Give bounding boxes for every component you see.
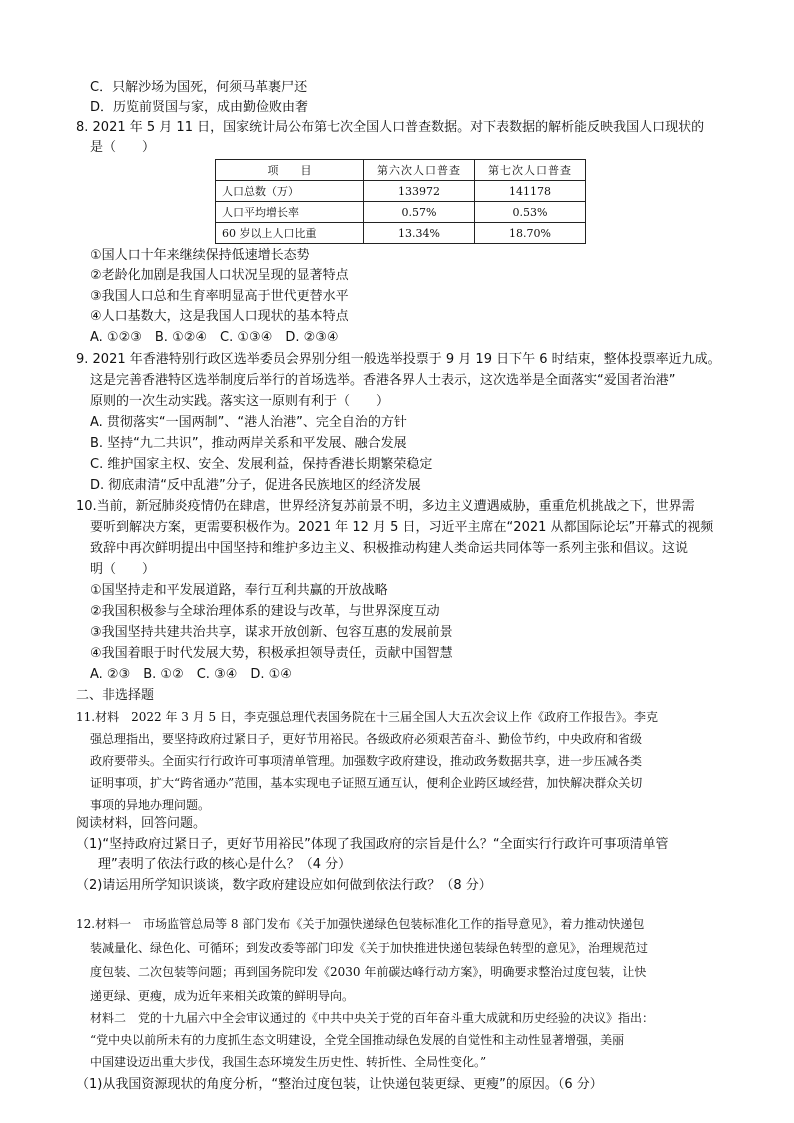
q11-question-2: （2)请运用所学知识谈谈，数字政府建设应如何做到依法行政？（8 分） (76, 878, 492, 893)
table-cell: 18.70% (475, 223, 586, 244)
q9-option-a: A. 贯彻落实“一国两制”、“港人治港”、完全自治的方针 (90, 415, 407, 430)
q11-material-line5: 事项的异地办理问题。 (90, 798, 211, 812)
q7-option-c: C．只解沙场为国死，何须马革裹尸还 (90, 80, 308, 95)
q11-material-line2: 强总理指出，要坚持政府过紧日子，更好节用裕民。各级政府必须艰苦奋斗、勤俭节约，中央政府和省级 (90, 732, 643, 746)
q8-stem-line1: 8. 2021 年 5 月 11 日，国家统计局公布第七次全国人口普查数据。对下表数据的解析能反映我国人口现状的 (76, 120, 705, 135)
q8-statement-1: ①国人口十年来继续保持低速增长态势 (90, 248, 310, 263)
q9-stem-line2: 这是完善香港特区选举制度后举行的首场选举。香港各界人士表示，这次选举是全面落实“爱国者治港” (90, 373, 676, 388)
q12-material2-line3: 中国建设迈出重大步伐，我国生态环境发生历史性、转折性、全局性变化。” (90, 1055, 487, 1069)
q10-options: A. ②③ B. ①② C. ③④ D. ①④ (90, 667, 292, 682)
q12-material1-line2: 装减量化、绿色化、可循环；到发改委等部门印发《关于加快推进快递包装绿色转型的意见》，治理规范过 (90, 941, 649, 955)
table-row (216, 181, 586, 202)
q12-material1-line3: 度包装、二次包装等问题；再到国务院印发《2030 年前碳达峰行动方案》，明确要求整治过度包装，让快 (90, 965, 647, 979)
table-cell: 60 岁以上人口比重 (216, 223, 364, 244)
table-cell: 141178 (475, 181, 586, 202)
table-header-row (216, 160, 586, 181)
q10-stem-line3: 致辞中再次鲜明提出中国坚持和维护多边主义、积极推动构建人类命运共同体等一系列主张和倡议。这说 (90, 541, 689, 556)
table-row (216, 223, 586, 244)
q10-statement-4: ④我国着眼于时代发展大势，积极承担领导责任，贡献中国智慧 (90, 646, 453, 661)
table-header-sixth: 第六次人口普查 (364, 160, 475, 181)
q10-stem-line4: 明（ ） (90, 562, 156, 577)
q12-material2-line2: “党中央以前所未有的力度抓生态文明建设，全党全国推动绿色发展的自觉性和主动性显著增强，美丽 (90, 1033, 625, 1047)
census-table (215, 159, 586, 244)
q9-option-b: B. 坚持“九二共识”，推动两岸关系和平发展、融合发展 (90, 436, 407, 451)
q9-option-c: C. 维护国家主权、安全、发展利益，保持香港长期繁荣稳定 (90, 457, 433, 472)
q11-material-line1: 11.材料 2022 年 3 月 5 日，李克强总理代表国务院在十三届全国人大五次会议上作《政府工作报告》。李克 (76, 710, 658, 724)
q10-statement-3: ③我国坚持共建共治共享，谋求开放创新、包容互惠的发展前景 (90, 625, 453, 640)
q8-statement-2: ②老龄化加剧是我国人口状况呈现的显著特点 (90, 268, 349, 283)
q12-material1-line1: 12.材料一 市场监管总局等 8 部门发布《关于加强快递绿色包装标准化工作的指导意见》，着力推动快递包 (76, 917, 645, 931)
q9-stem-line3: 原则的一次生动实践。落实这一原则有利于（ ） (90, 394, 390, 409)
q12-material1-line4: 递更绿、更瘦，成为近年来相关政策的鲜明导向。 (90, 989, 355, 1003)
table-cell: 133972 (364, 181, 475, 202)
q10-stem-line1: 10.当前，新冠肺炎疫情仍在肆虐，世界经济复苏前景不明，多边主义遭遇威胁，重重危机挑战之下，世界需 (76, 499, 695, 514)
q12-question-1: （1)从我国资源现状的角度分析，“整治过度包装，让快递包装更绿、更瘦”的原因。（6 分） (76, 1077, 603, 1092)
table-cell: 人口平均增长率 (216, 202, 364, 223)
q11-question-1-line2: 理”表明了依法行政的核心是什么？（4 分） (98, 857, 352, 872)
section-title-non-choice: 二、非选择题 (76, 688, 155, 703)
q10-stem-line2: 要听到解决方案，更需要积极作为。2021 年 12 月 5 日，习近平主席在“2021 从都国际论坛”开幕式的视频 (90, 520, 714, 535)
table-cell: 0.53% (475, 202, 586, 223)
table-row (216, 202, 586, 223)
table-header-item: 项 目 (216, 160, 364, 181)
table-cell: 0.57% (364, 202, 475, 223)
q11-question-1-line1: （1)“坚持政府过紧日子，更好节用裕民”体现了我国政府的宗旨是什么？“全面实行行政许可事项清单管 (76, 837, 669, 852)
table-header-seventh: 第七次人口普查 (475, 160, 586, 181)
q8-stem-line2: 是（ ） (90, 140, 156, 155)
q8-statement-4: ④人口基数大，这是我国人口现状的基本特点 (90, 309, 349, 324)
q9-stem-line1: 9. 2021 年香港特别行政区选举委员会界别分组一般选举投票于 9 月 19 日下午 6 时结束，整体投票率近九成。 (76, 352, 721, 367)
q10-statement-2: ②我国积极参与全球治理体系的建设与改革，与世界深度互动 (90, 604, 440, 619)
table-cell: 人口总数（万） (216, 181, 364, 202)
q8-statement-3: ③我国人口总和生育率明显高于世代更替水平 (90, 289, 349, 304)
q9-option-d: D. 彻底肃清“反中乱港”分子，促进各民族地区的经济发展 (90, 478, 421, 493)
q11-prompt: 阅读材料，回答问题。 (76, 816, 207, 831)
q11-material-line4: 证明事项，扩大“跨省通办”范围，基本实现电子证照互通互认，便利企业跨区域经营，加快解决群众关切 (90, 776, 643, 790)
q8-options: A. ①②③ B. ①②④ C. ①③④ D. ②③④ (90, 330, 339, 345)
q7-option-d: D．历览前贤国与家，成由勤俭败由奢 (90, 100, 309, 115)
q11-material-line3: 政府要带头。全面实行行政许可事项清单管理。加强数字政府建设，推动政务数据共享，进一步压减各类 (90, 754, 643, 768)
table-cell: 13.34% (364, 223, 475, 244)
q10-statement-1: ①国坚持走和平发展道路，奉行互利共赢的开放战略 (90, 583, 388, 598)
q12-material2-line1: 材料二 党的十九届六中全会审议通过的《中共中央关于党的百年奋斗重大成就和历史经验的决议》指出： (90, 1011, 655, 1025)
